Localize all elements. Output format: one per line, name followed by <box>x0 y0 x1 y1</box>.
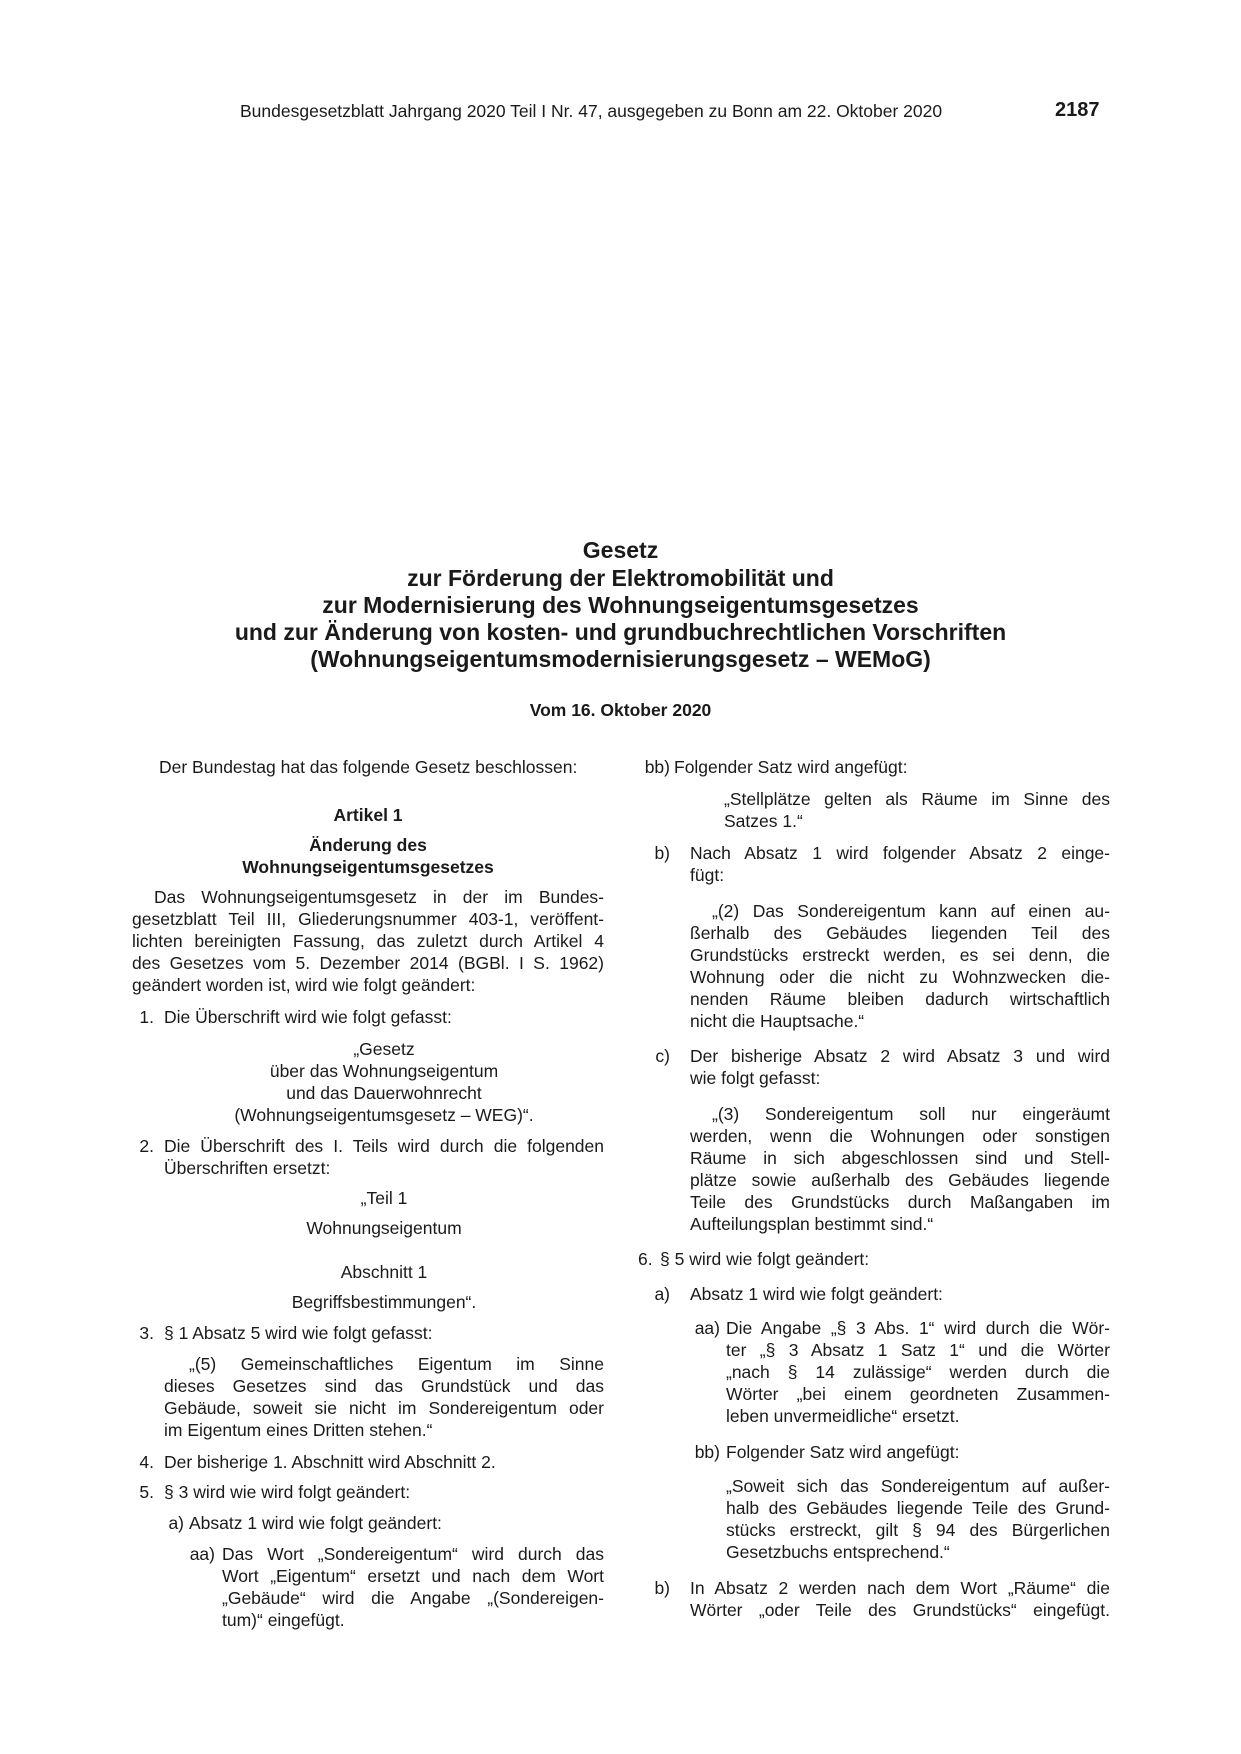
subitem-text: In Absatz 2 werden nach dem Wort „Räume“ die <box>690 1578 1110 1598</box>
quote-line: plätze sowie außerhalb des Gebäudes liegende <box>690 1170 1110 1190</box>
quote-line: „Teil 1 <box>360 1188 408 1208</box>
subitem-text: Nach Absatz 1 wird folgender Absatz 2 einge- <box>690 843 1110 863</box>
subsubitem-text: Folgender Satz wird angefügt: <box>674 757 908 777</box>
quote-line: „(3) Sondereigentum soll nur eingeräumt <box>712 1104 1110 1124</box>
page-number: 2187 <box>1055 99 1100 121</box>
quote-line: Grundstücks erstreckt werden, es sei denn, die <box>690 945 1110 965</box>
artikel-heading: Artikel 1 <box>333 805 403 825</box>
running-header: Bundesgesetzblatt Jahrgang 2020 Teil I Nr. 47, ausgegeben zu Bonn am 22. Oktober 2020 <box>240 101 943 121</box>
subitem-marker: b) <box>654 1578 670 1598</box>
quote-line: stücks erstreckt, gilt § 94 des Bürgerlichen <box>726 1520 1110 1540</box>
law-title-line-3: zur Modernisierung des Wohnungseigentumsgesetzes <box>322 592 919 618</box>
enactment-intro: Der Bundestag hat das folgende Gesetz beschlossen: <box>159 757 578 777</box>
quote-line: halb des Gebäudes liegende Teile des Grund- <box>726 1498 1110 1518</box>
subsubitem-marker: aa) <box>694 1318 720 1338</box>
law-title-line-5: (Wohnungseigentumsmodernisierungsgesetz – WEMoG) <box>310 646 931 672</box>
subsubitem-text: Wörter „bei einem geordneten Zusammen- <box>726 1384 1110 1404</box>
quote-line: nenden Räume bleiben dadurch wirtschaftlich <box>690 989 1110 1009</box>
quote-line: Gesetzbuchs entsprechend.“ <box>726 1542 950 1562</box>
subsubitem-text: Die Angabe „§ 3 Abs. 1“ wird durch die Wör- <box>726 1318 1110 1338</box>
subitem-text: Absatz 1 wird wie folgt geändert: <box>690 1284 943 1304</box>
subitem-text: Absatz 1 wird wie folgt geändert: <box>189 1513 442 1533</box>
subsubitem-marker: aa) <box>189 1544 215 1564</box>
subitem-text: wie folgt gefasst: <box>690 1068 821 1088</box>
quote-line: Gebäude, soweit sie nicht im Sondereigentum oder <box>164 1398 604 1418</box>
quote-line: ßerhalb des Gebäudes liegenden Teil des <box>690 923 1110 943</box>
item-text: Die Überschrift des I. Teils wird durch die folgenden <box>164 1136 604 1156</box>
right-column <box>638 0 1110 1754</box>
item-marker: 4. <box>139 1452 154 1472</box>
quote-line: „(5) Gemeinschaftliches Eigentum im Sinne <box>189 1354 604 1374</box>
subitem-text: fügt: <box>690 865 725 885</box>
item-marker: 1. <box>139 1007 154 1027</box>
para-line: Das Wohnungseigentumsgesetz in der im Bundes- <box>154 887 604 907</box>
quote-line: nicht die Hauptsache.“ <box>690 1011 865 1031</box>
quote-line: Wohnung oder die nicht zu Wohnzwecken die- <box>690 967 1110 987</box>
item-text: § 5 wird wie folgt geändert: <box>660 1249 870 1269</box>
subsubitem-text: Folgender Satz wird angefügt: <box>726 1442 960 1462</box>
subitem-marker: b) <box>654 843 670 863</box>
subsubitem-marker: bb) <box>694 1442 720 1462</box>
quote-line: „Stellplätze gelten als Räume im Sinne des <box>724 789 1110 809</box>
quote-line: Begriffsbestimmungen“. <box>291 1292 477 1312</box>
item-text: Überschriften ersetzt: <box>164 1158 331 1178</box>
quote-line: und das Dauerwohnrecht <box>286 1083 482 1103</box>
quote-line: Teile des Grundstücks durch Maßangaben im <box>690 1192 1110 1212</box>
item-text: § 3 wird wie wird folgt geändert: <box>164 1482 411 1502</box>
quote-line: (Wohnungseigentumsgesetz – WEG)“. <box>234 1105 534 1125</box>
subitem-marker: a) <box>168 1513 184 1533</box>
quote-line: Abschnitt 1 <box>340 1262 428 1282</box>
subsubitem-text: Wort „Eigentum“ ersetzt und nach dem Wort <box>222 1566 604 1586</box>
quote-line: „Gesetz <box>353 1039 415 1059</box>
law-title-line-4: und zur Änderung von kosten- und grundbuchrechtlichen Vorschriften <box>234 619 1007 645</box>
quote-line: Aufteilungsplan bestimmt sind.“ <box>690 1214 934 1234</box>
quote-line: über das Wohnungseigentum <box>269 1061 499 1081</box>
quote-line: Wohnungseigentum <box>306 1218 462 1238</box>
item-text: Der bisherige 1. Abschnitt wird Abschnitt 2. <box>164 1452 496 1472</box>
para-line: gesetzblatt Teil III, Gliederungsnummer 403-1, veröffent- <box>132 909 604 929</box>
subitem-marker: c) <box>655 1046 670 1066</box>
subsubitem-marker: bb) <box>644 757 670 777</box>
law-date: Vom 16. Oktober 2020 <box>529 700 712 720</box>
quote-line: im Eigentum eines Dritten stehen.“ <box>164 1420 433 1440</box>
quote-line: „(2) Das Sondereigentum kann auf einen au- <box>712 901 1110 921</box>
subsubitem-text: Das Wort „Sondereigentum“ wird durch das <box>222 1544 604 1564</box>
quote-line: „Soweit sich das Sondereigentum auf außer- <box>726 1476 1110 1496</box>
law-title-line-2: zur Förderung der Elektromobilität und <box>407 565 834 591</box>
quote-line: dieses Gesetzes sind das Grundstück und das <box>164 1376 604 1396</box>
item-marker: 6. <box>638 1249 653 1269</box>
subsubitem-text: tum)“ eingefügt. <box>222 1610 345 1630</box>
law-title-line-1: Gesetz <box>582 537 659 563</box>
artikel-title-line-1: Änderung des <box>309 835 427 855</box>
quote-line: werden, wenn die Wohnungen oder sonstigen <box>690 1126 1110 1146</box>
subitem-text: Der bisherige Absatz 2 wird Absatz 3 und wird <box>690 1046 1110 1066</box>
para-line: lichten bereinigten Fassung, das zuletzt durch Artikel 4 <box>132 931 604 951</box>
subitem-marker: a) <box>654 1284 670 1304</box>
left-column <box>132 0 604 1754</box>
item-text: Die Überschrift wird wie folgt gefasst: <box>164 1007 452 1027</box>
item-text: § 1 Absatz 5 wird wie folgt gefasst: <box>164 1323 433 1343</box>
item-marker: 5. <box>139 1482 154 1502</box>
subsubitem-text: „nach § 14 zulässige“ werden durch die <box>726 1362 1110 1382</box>
subsubitem-text: ter „§ 3 Absatz 1 Satz 1“ und die Wörter <box>726 1340 1110 1360</box>
item-marker: 2. <box>139 1136 154 1156</box>
subsubitem-text: „Gebäude“ wird die Angabe „(Sondereigen- <box>222 1588 604 1608</box>
quote-line: Räume in sich abgeschlossen sind und Stell- <box>690 1148 1110 1168</box>
para-line: geändert worden ist, wird wie folgt geändert: <box>132 975 476 995</box>
subitem-text: Wörter „oder Teile des Grundstücks“ eingefügt. <box>690 1600 1110 1620</box>
artikel-title-line-2: Wohnungseigentumsgesetzes <box>242 857 494 877</box>
item-marker: 3. <box>139 1323 154 1343</box>
para-line: des Gesetzes vom 5. Dezember 2014 (BGBl. I S. 1962) <box>132 953 604 973</box>
quote-line: Satzes 1.“ <box>724 811 803 831</box>
subsubitem-text: leben unvermeidliche“ ersetzt. <box>726 1406 960 1426</box>
